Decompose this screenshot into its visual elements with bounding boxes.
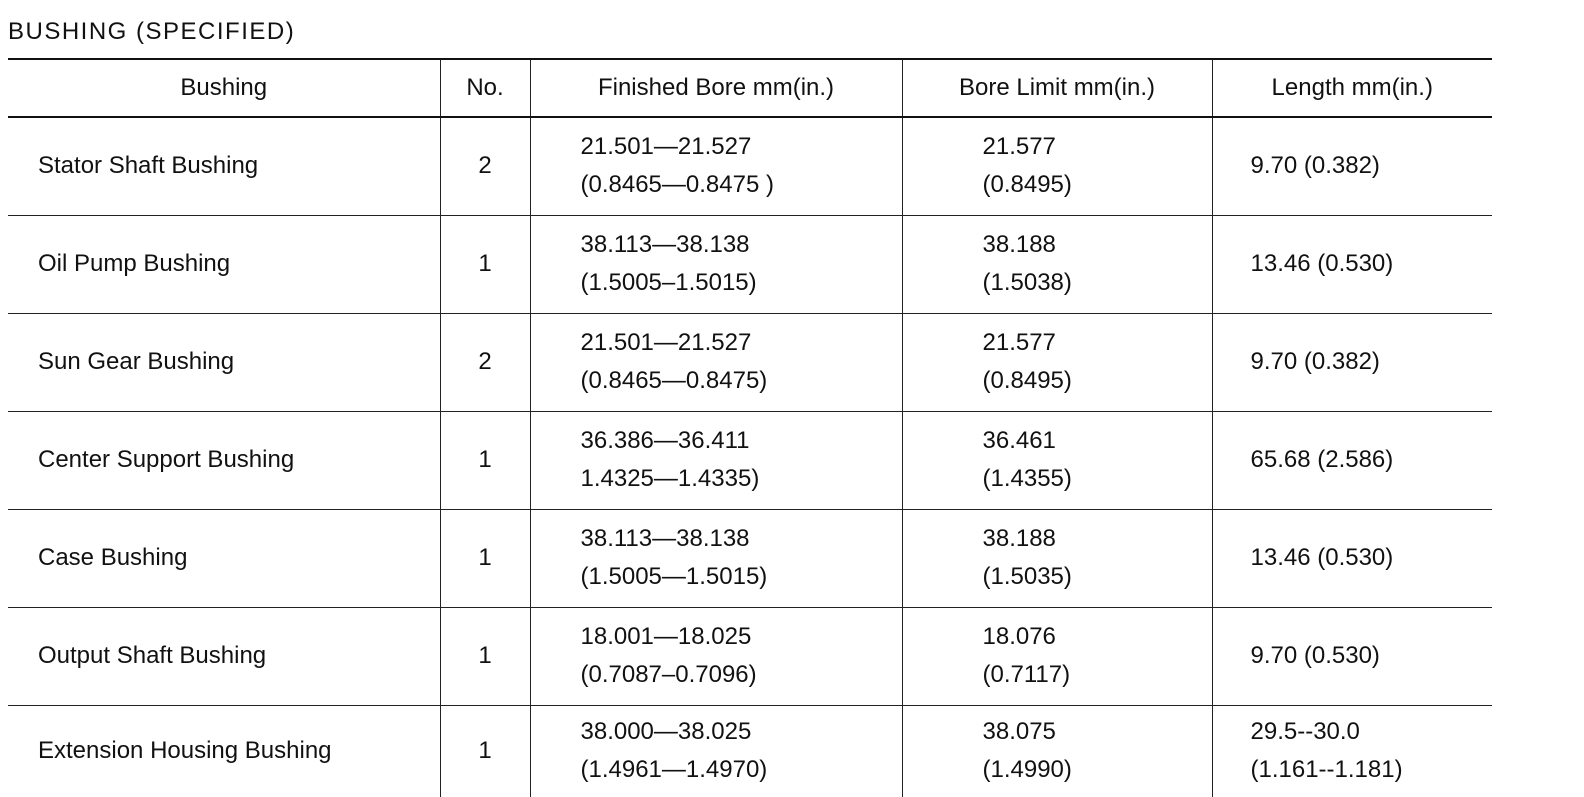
finished-bore-mm: 36.386—36.411: [580, 427, 750, 454]
length-cell: [1212, 607, 1492, 705]
finished-bore-mm: 38.000—38.025: [580, 718, 752, 746]
length-cell: [1212, 705, 1492, 797]
header-bushing: Bushing: [8, 59, 440, 117]
bushing-name-cell: Center Support Bushing: [8, 411, 440, 509]
bushing-name-cell: Extension Housing Bushing: [38, 737, 332, 765]
finished-bore-cell: [530, 117, 902, 215]
bushing-table-container: [8, 58, 1492, 797]
bushing-name-cell: Case Bushing: [8, 509, 440, 607]
length-cell: [1212, 215, 1492, 313]
bore-limit-in: (0.7117): [982, 661, 1071, 688]
bore-limit-cell: [902, 215, 1212, 313]
quantity-cell: 1: [440, 215, 530, 313]
length-cell: [1212, 117, 1492, 215]
finished-bore-in: (0.7087–0.7096): [580, 661, 757, 688]
header-length: Length mm(in.): [1212, 59, 1492, 117]
finished-bore-cell: [530, 313, 902, 411]
header-bore-limit: Bore Limit mm(in.): [902, 59, 1212, 117]
table-row: [8, 509, 1492, 607]
length-cell: [1212, 313, 1492, 411]
finished-bore-mm: 38.113—38.138: [580, 231, 750, 258]
bore-limit-cell: [902, 411, 1212, 509]
length-line-1: 9.70 (0.530): [1250, 642, 1380, 669]
bore-limit-cell: [902, 117, 1212, 215]
length-line-1: 65.68 (2.586): [1250, 446, 1394, 473]
bushing-name-cell: Oil Pump Bushing: [8, 215, 440, 313]
bore-limit-in: (0.8495): [982, 171, 1072, 199]
quantity-cell: 2: [440, 313, 530, 411]
finished-bore-cell: [530, 215, 902, 313]
bore-limit-mm: 36.461: [982, 427, 1056, 454]
length-line-1: 13.46 (0.530): [1250, 250, 1394, 277]
bore-limit-mm: 38.075: [982, 718, 1056, 746]
quantity-cell: 1: [440, 705, 530, 797]
finished-bore-in: (0.8465—0.8475 ): [580, 171, 774, 199]
bushing-name-cell: Sun Gear Bushing: [8, 313, 440, 411]
bushing-spec-table: [8, 58, 1492, 797]
page-title: BUSHING (SPECIFIED): [8, 18, 296, 45]
finished-bore-mm: 38.113—38.138: [580, 525, 750, 552]
bore-limit-in: (0.8495): [982, 367, 1072, 394]
finished-bore-mm: 21.501—21.527: [580, 133, 752, 161]
finished-bore-in: (0.8465—0.8475): [580, 367, 768, 394]
bore-limit-cell: [902, 607, 1212, 705]
bore-limit-mm: 38.188: [982, 231, 1056, 258]
length-line-2: (1.161--1.181): [1250, 756, 1403, 784]
length-line-1: 13.46 (0.530): [1250, 544, 1394, 571]
finished-bore-in: (1.4961—1.4970): [580, 756, 768, 784]
finished-bore-mm: 18.001—18.025: [580, 623, 752, 650]
table-row: [8, 607, 1492, 705]
length-line-1: 9.70 (0.382): [1250, 152, 1380, 180]
table-row: [8, 215, 1492, 313]
table-row: [8, 117, 1492, 215]
quantity-cell: 1: [440, 607, 530, 705]
quantity-cell: 1: [440, 411, 530, 509]
bore-limit-mm: 18.076: [982, 623, 1056, 650]
bore-limit-in: (1.4990): [982, 756, 1072, 784]
header-no: No.: [440, 59, 530, 117]
bushing-name-cell: Output Shaft Bushing: [8, 607, 440, 705]
length-cell: [1212, 509, 1492, 607]
bore-limit-in: (1.4355): [982, 465, 1072, 492]
finished-bore-cell: [530, 607, 902, 705]
finished-bore-in: (1.5005—1.5015): [580, 563, 768, 590]
finished-bore-cell: [530, 705, 902, 797]
finished-bore-in: 1.4325—1.4335): [580, 465, 760, 492]
bore-limit-mm: 21.577: [982, 133, 1056, 161]
finished-bore-cell: [530, 411, 902, 509]
table-header-row: [8, 59, 1492, 117]
bushing-name-cell: Stator Shaft Bushing: [8, 117, 440, 215]
bore-limit-cell: [902, 705, 1212, 797]
quantity-cell: 1: [440, 509, 530, 607]
bore-limit-mm: 21.577: [982, 329, 1056, 356]
finished-bore-mm: 21.501—21.527: [580, 329, 752, 356]
table-row: [8, 411, 1492, 509]
bore-limit-in: (1.5038): [982, 269, 1072, 296]
length-cell: [1212, 411, 1492, 509]
quantity-cell: 2: [440, 117, 530, 215]
bore-limit-cell: [902, 509, 1212, 607]
bore-limit-cell: [902, 313, 1212, 411]
length-line-1: 29.5--30.0: [1250, 718, 1360, 746]
table-row: [8, 705, 1492, 797]
header-finished-bore: Finished Bore mm(in.): [530, 59, 902, 117]
bore-limit-in: (1.5035): [982, 563, 1072, 590]
finished-bore-cell: [530, 509, 902, 607]
bore-limit-mm: 38.188: [982, 525, 1056, 552]
finished-bore-in: (1.5005–1.5015): [580, 269, 757, 296]
table-row: [8, 313, 1492, 411]
length-line-1: 9.70 (0.382): [1250, 348, 1380, 375]
